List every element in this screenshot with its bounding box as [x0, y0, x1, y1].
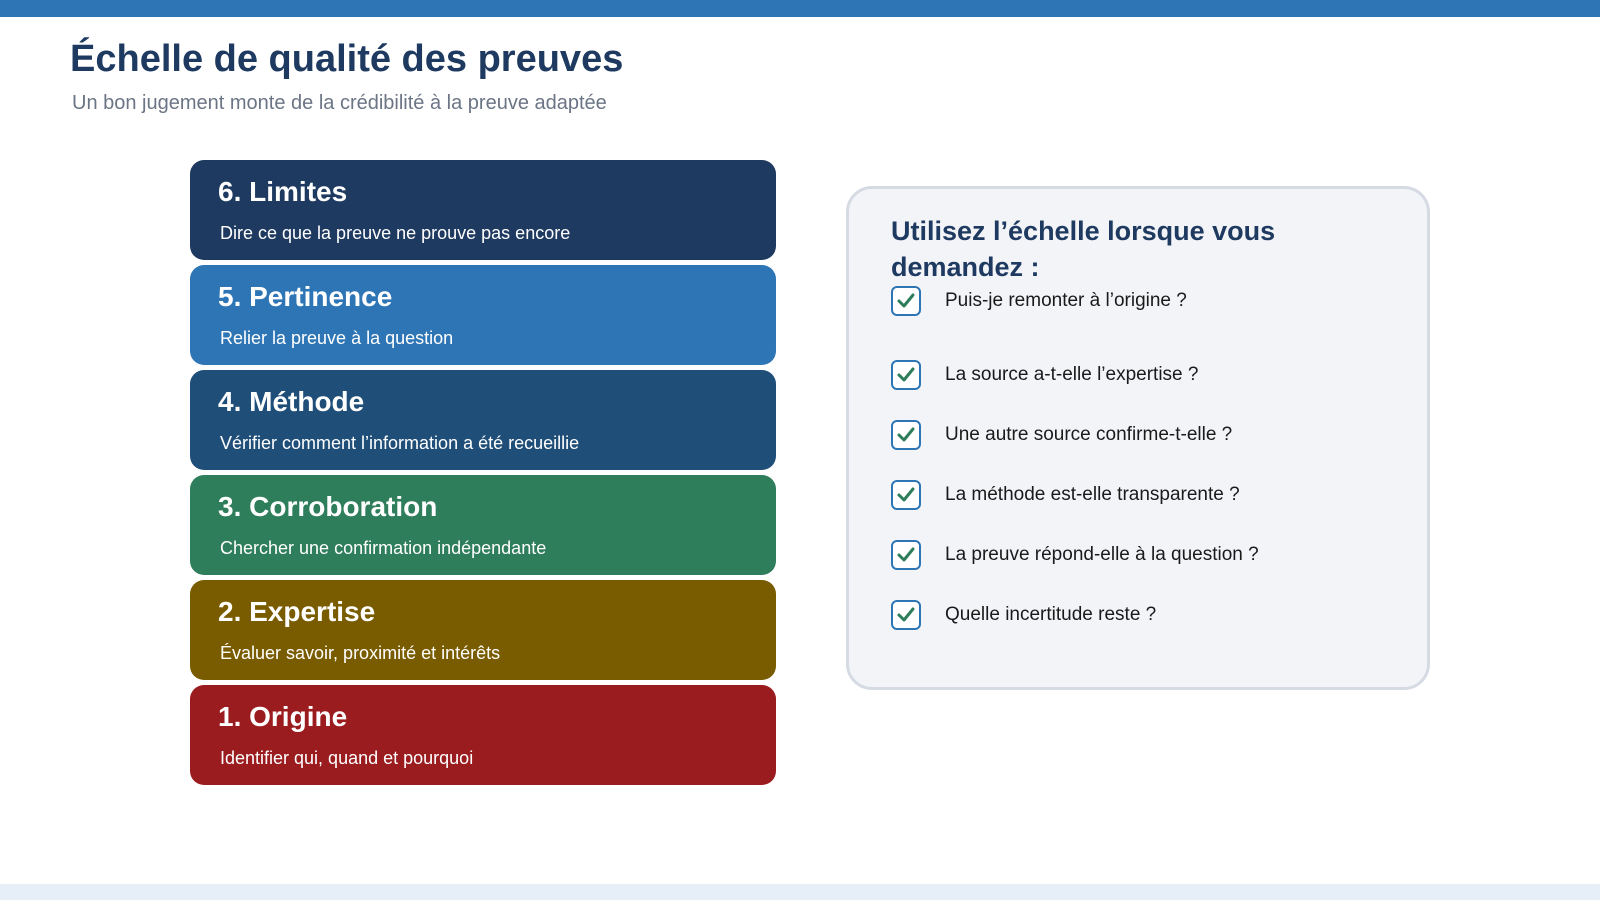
checklist-item — [891, 585, 1387, 645]
checklist-item-text: Quelle incertitude reste ? — [945, 604, 1157, 625]
checklist-item — [891, 525, 1387, 585]
check-icon — [896, 365, 916, 385]
top-accent-bar — [0, 0, 1600, 17]
checklist — [891, 285, 1387, 645]
step-title: 6. Limites — [218, 176, 348, 207]
step-description: Vérifier comment l’information a été recueillie — [220, 433, 580, 453]
ladder-step-corroboration — [190, 475, 776, 575]
check-icon — [896, 545, 916, 565]
checklist-panel — [846, 186, 1430, 690]
checkbox — [891, 480, 921, 510]
checklist-item — [891, 345, 1387, 405]
step-title: 1. Origine — [218, 701, 348, 732]
step-title: 4. Méthode — [218, 386, 365, 417]
checklist-item-text: La preuve répond-elle à la question ? — [945, 544, 1259, 565]
checklist-item — [891, 285, 1387, 317]
check-icon — [896, 425, 916, 445]
checkbox — [891, 540, 921, 570]
checkbox — [891, 286, 921, 316]
check-icon — [896, 485, 916, 505]
step-title: 3. Corroboration — [218, 491, 438, 522]
ladder-step-methode — [190, 370, 776, 470]
check-icon — [896, 291, 916, 311]
ladder-step-origine — [190, 685, 776, 785]
evidence-ladder — [190, 160, 776, 790]
checklist-item-text: La méthode est-elle transparente ? — [945, 484, 1240, 505]
page-subtitle: Un bon jugement monte de la crédibilité à la preuve adaptée — [72, 92, 607, 114]
step-description: Chercher une confirmation indépendante — [220, 538, 547, 558]
bottom-accent-bar — [0, 884, 1600, 900]
checkbox — [891, 420, 921, 450]
checklist-item — [891, 405, 1387, 465]
checkbox — [891, 600, 921, 630]
page-title: Échelle de qualité des preuves — [70, 38, 624, 80]
step-description: Évaluer savoir, proximité et intérêts — [220, 643, 501, 663]
checklist-item-text: La source a-t-elle l’expertise ? — [945, 364, 1199, 385]
step-title: 2. Expertise — [218, 596, 376, 627]
check-icon — [896, 605, 916, 625]
checklist-item-text: Une autre source confirme-t-elle ? — [945, 424, 1233, 445]
step-description: Identifier qui, quand et pourquoi — [220, 748, 474, 768]
checklist-item — [891, 465, 1387, 525]
step-description: Relier la preuve à la question — [220, 328, 454, 348]
step-description: Dire ce que la preuve ne prouve pas encore — [220, 223, 571, 243]
ladder-step-pertinence — [190, 265, 776, 365]
checklist-heading: Utilisez l’échelle lorsque vous demandez : — [891, 216, 1276, 282]
checklist-item-text: Puis-je remonter à l’origine ? — [945, 290, 1187, 311]
ladder-step-expertise — [190, 580, 776, 680]
step-title: 5. Pertinence — [218, 281, 393, 312]
checkbox — [891, 360, 921, 390]
ladder-step-limites — [190, 160, 776, 260]
